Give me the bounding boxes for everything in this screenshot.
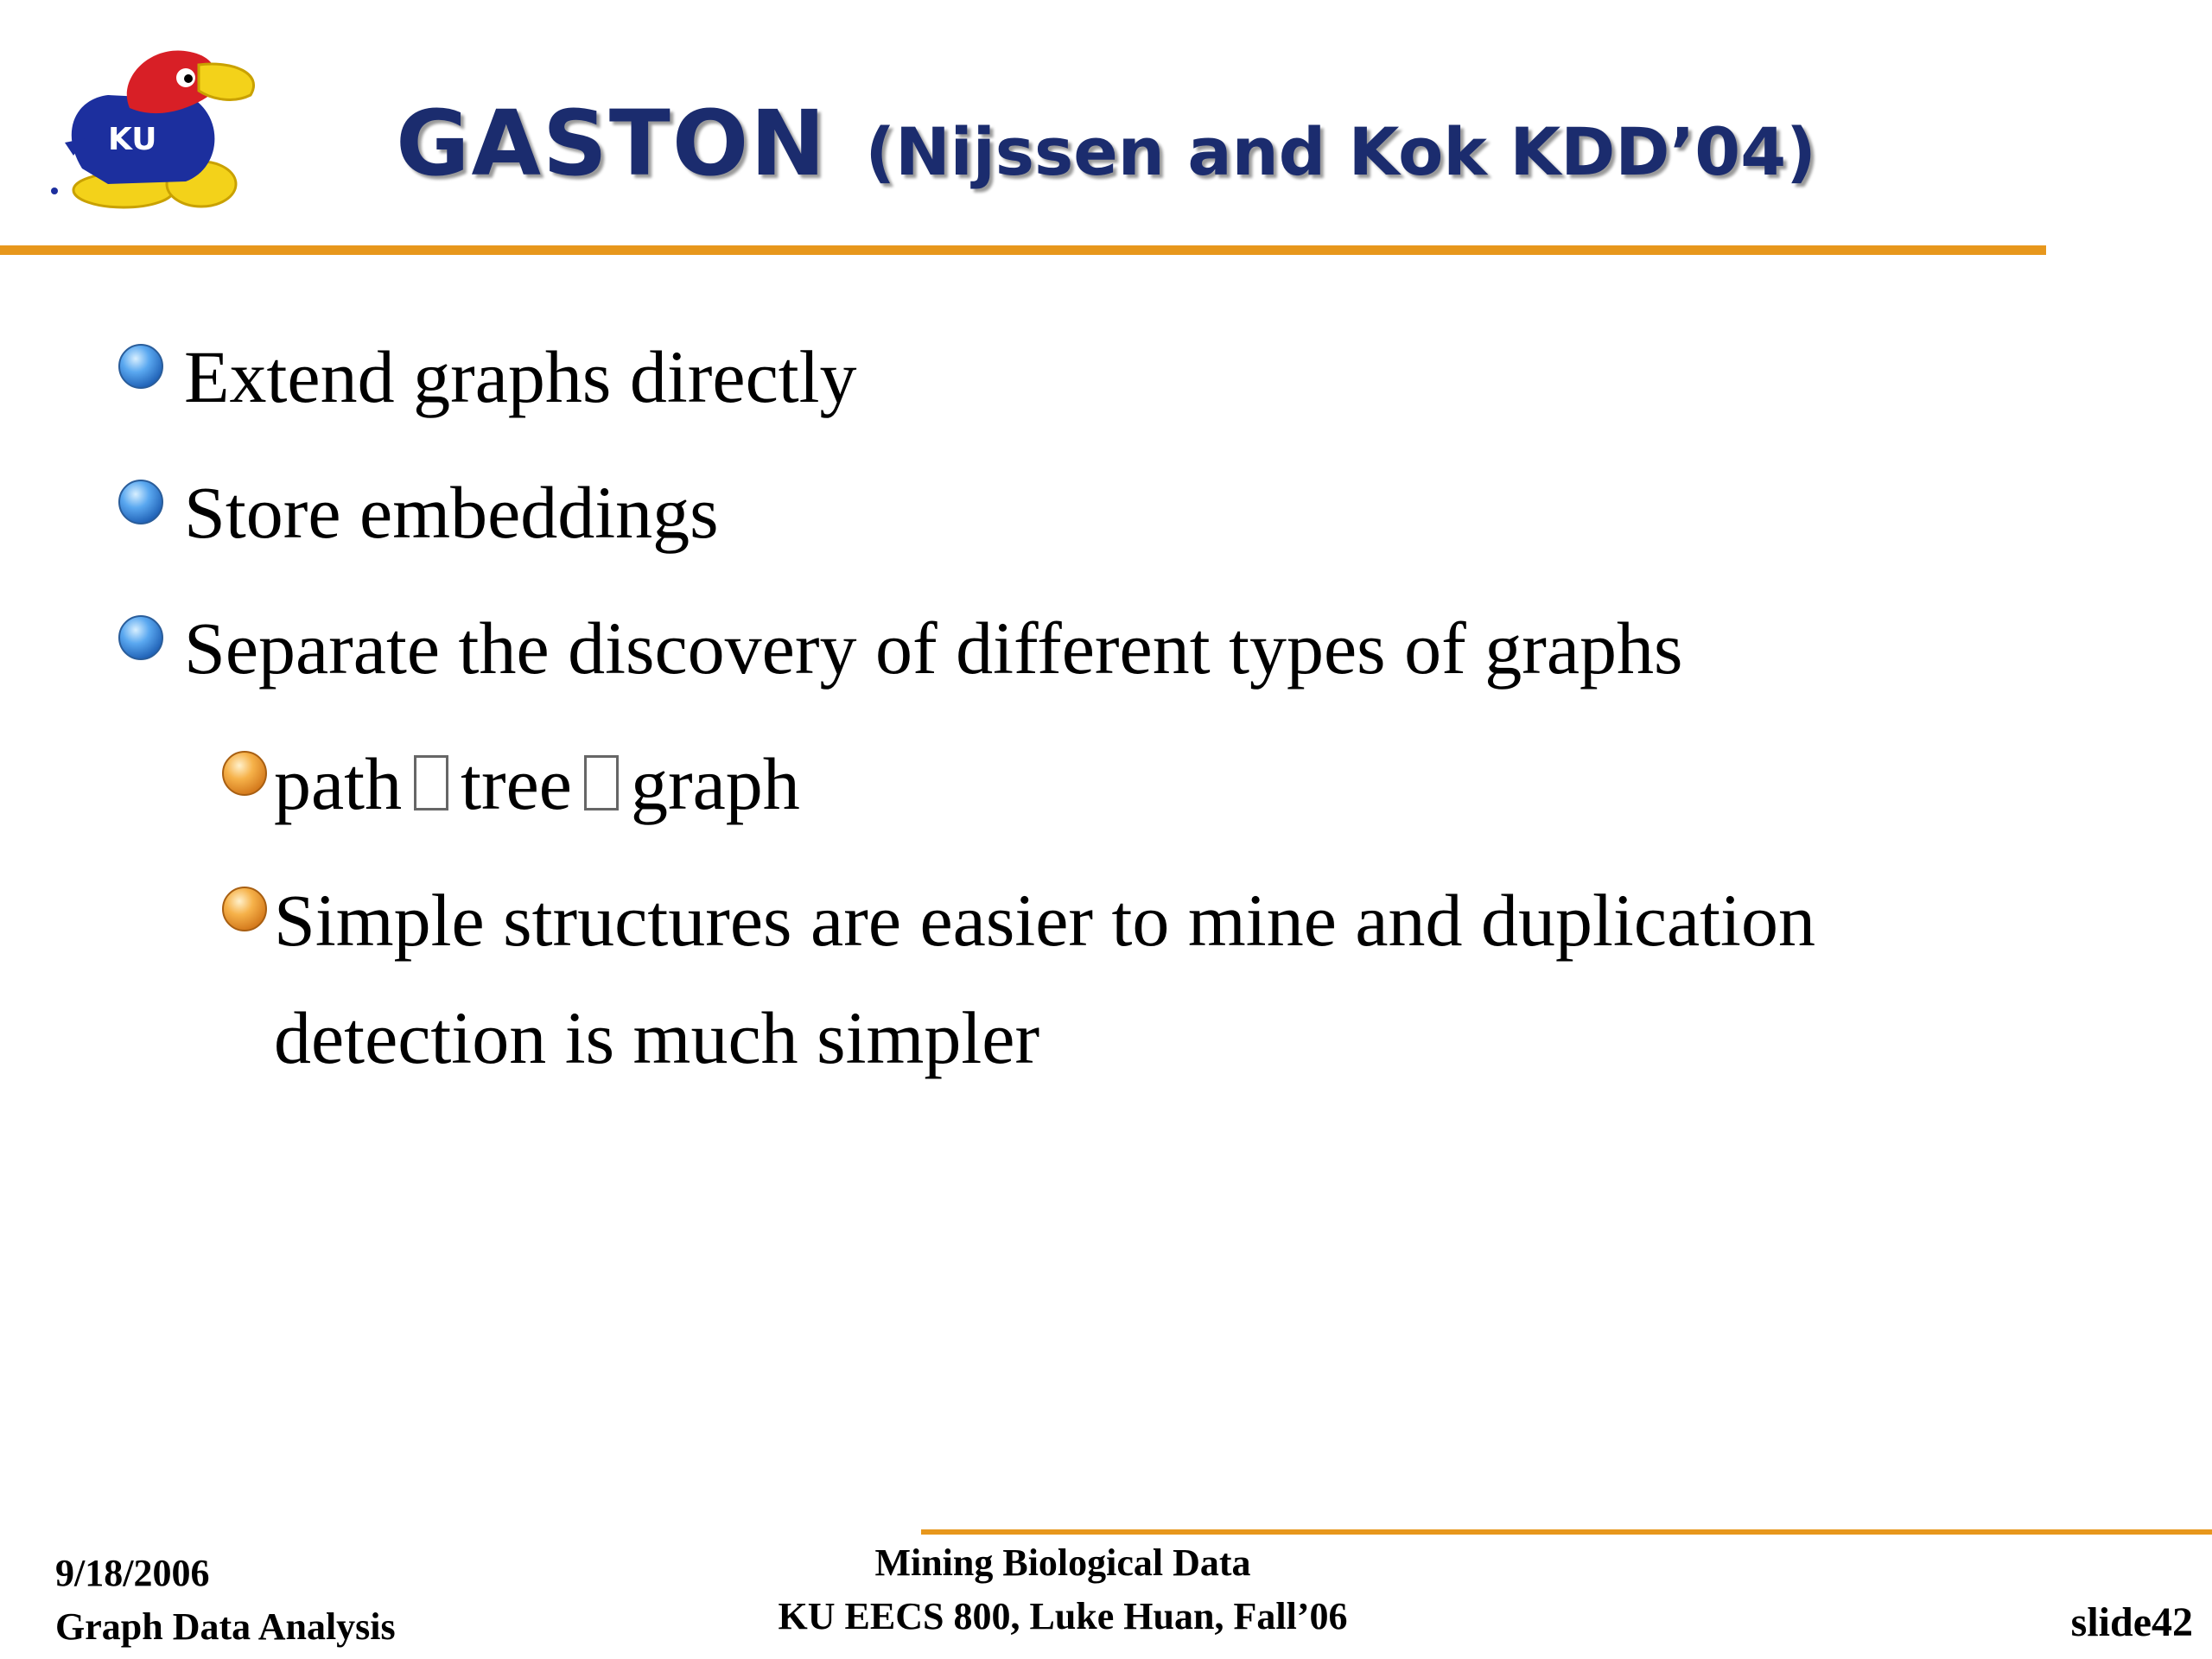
orange-bullet-icon bbox=[220, 749, 269, 798]
missing-glyph-arrow-icon bbox=[584, 755, 619, 810]
sub-bullet-text bbox=[274, 727, 800, 842]
bullet-item bbox=[117, 591, 1683, 706]
slide-title bbox=[0, 91, 2212, 196]
orange-bullet-icon bbox=[220, 885, 269, 933]
bullet-item bbox=[117, 455, 719, 570]
sub-bullet-item bbox=[220, 862, 2002, 1097]
sub-bullet-text: Simple structures are easier to mine and duplication detection is much simpler bbox=[274, 879, 1815, 1079]
blue-bullet-icon bbox=[117, 613, 165, 662]
footer-course-title: Mining Biological Data bbox=[874, 1541, 1251, 1584]
logo-label: KU bbox=[108, 122, 157, 157]
slide-number: slide42 bbox=[2070, 1599, 2193, 1645]
footer-date: 9/18/2006 bbox=[55, 1552, 210, 1594]
title-main: GASTON bbox=[396, 91, 828, 196]
graph-word: graph bbox=[630, 742, 800, 825]
footer-course-info: KU EECS 800, Luke Huan, Fall’06 bbox=[778, 1594, 1348, 1637]
bullet-text: Extend graphs directly bbox=[184, 335, 857, 418]
footer-topic: Graph Data Analysis bbox=[55, 1605, 396, 1648]
bullet-text: Store embeddings bbox=[184, 471, 719, 554]
title-citation: (Nijssen and Kok KDD’04) bbox=[865, 113, 1816, 190]
blue-bullet-icon bbox=[117, 478, 165, 526]
blue-bullet-icon bbox=[117, 342, 165, 391]
footer-divider bbox=[921, 1529, 2212, 1535]
bullet-item bbox=[117, 320, 857, 435]
missing-glyph-arrow-icon bbox=[414, 755, 448, 810]
bullet-text: Separate the discovery of different types of graphs bbox=[184, 607, 1683, 690]
title-divider bbox=[0, 245, 2046, 255]
sub-bullet-item bbox=[220, 727, 800, 842]
tree-word: tree bbox=[461, 742, 572, 825]
footer-center bbox=[0, 1536, 2126, 1643]
path-word: path bbox=[274, 742, 403, 825]
